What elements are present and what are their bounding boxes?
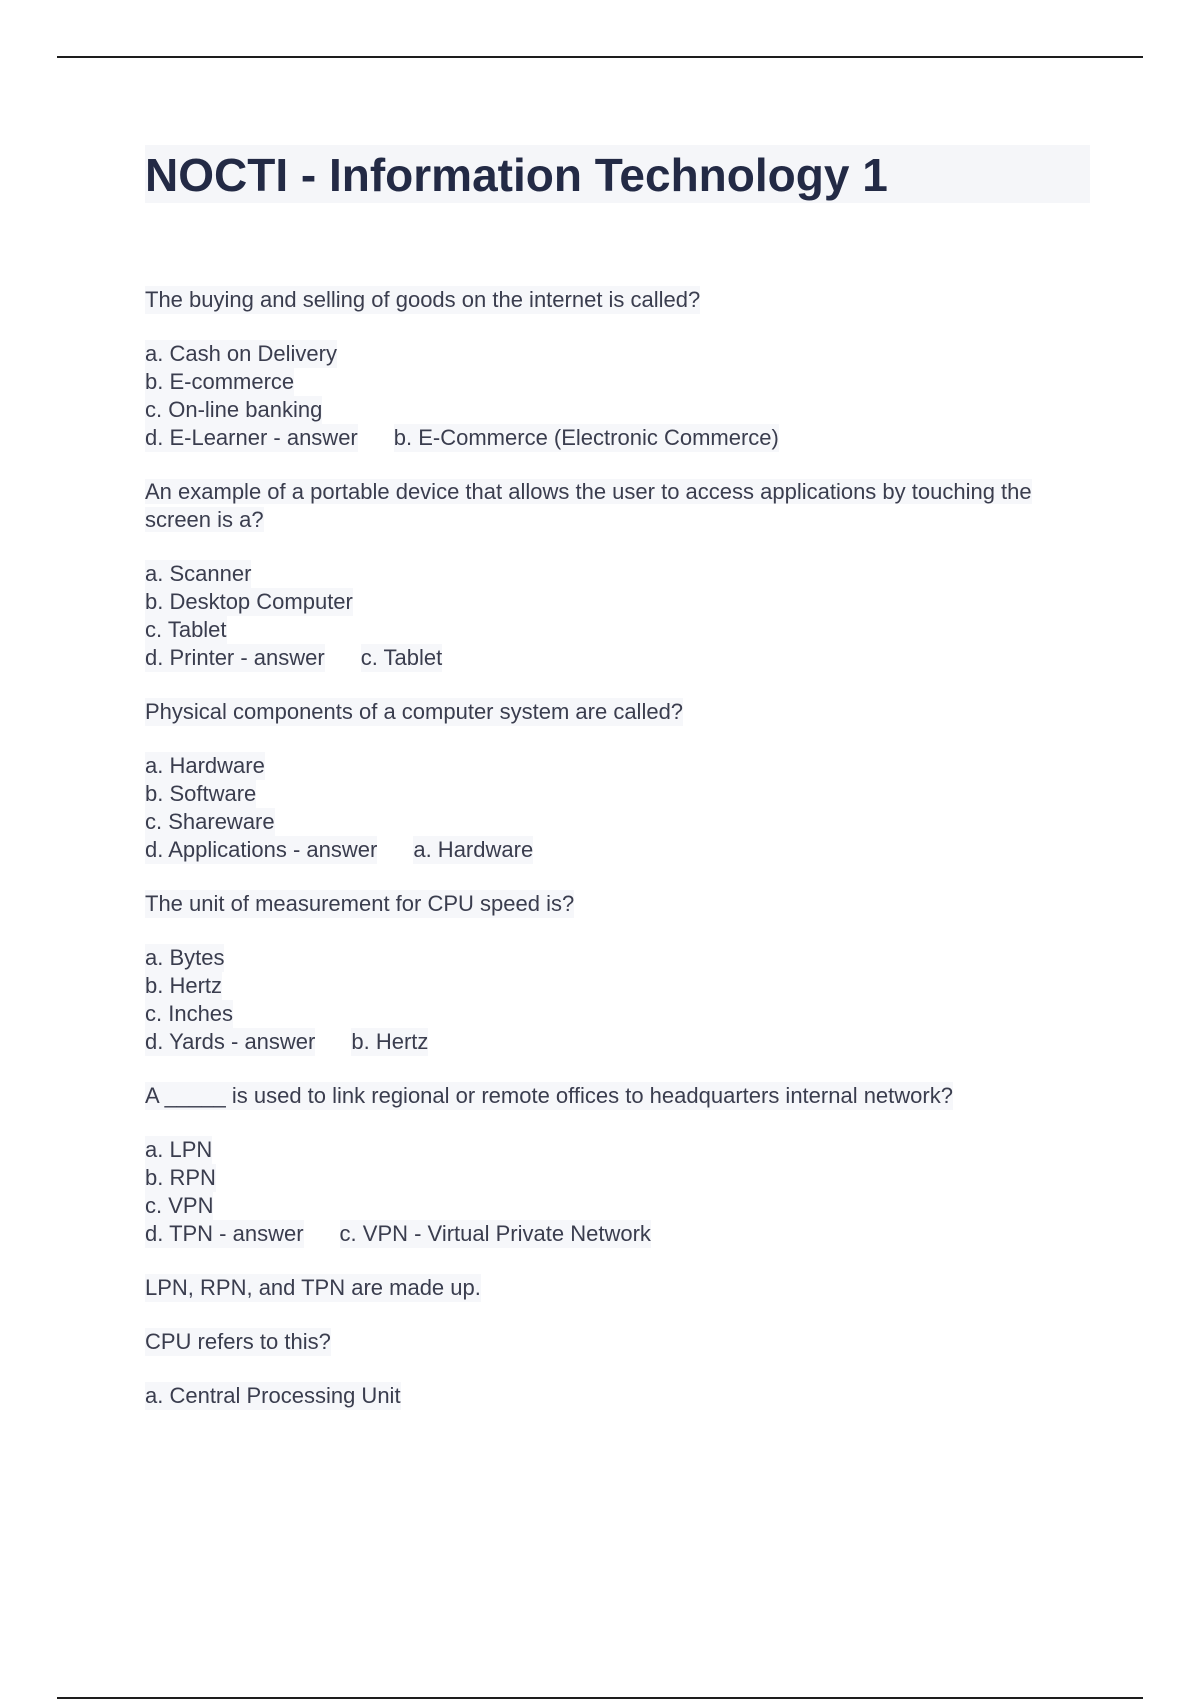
option-a: a. Cash on Delivery bbox=[145, 341, 337, 366]
question-block-2 bbox=[145, 478, 1090, 672]
question-block-6 bbox=[145, 1328, 1090, 1410]
option-d: d. Printer - answer bbox=[145, 645, 325, 670]
question-block-5 bbox=[145, 1082, 1090, 1248]
options-list bbox=[145, 752, 1090, 864]
question-text: CPU refers to this? bbox=[145, 1329, 331, 1354]
option-d: d. E-Learner - answer bbox=[145, 425, 358, 450]
option-b: b. Software bbox=[145, 781, 257, 806]
option-c: c. VPN bbox=[145, 1193, 214, 1218]
option-b: b. E-commerce bbox=[145, 369, 295, 394]
answer-text: b. E-Commerce (Electronic Commerce) bbox=[393, 425, 779, 450]
page-title: NOCTI - Information Technology 1 bbox=[145, 145, 1090, 203]
answer-text: c. Tablet bbox=[360, 645, 443, 670]
note-block bbox=[145, 1274, 1090, 1302]
question-block-1 bbox=[145, 286, 1090, 452]
answer-text: a. Hardware bbox=[413, 837, 534, 862]
options-list bbox=[145, 340, 1090, 452]
option-a: a. Bytes bbox=[145, 945, 225, 970]
option-c: c. Shareware bbox=[145, 809, 275, 834]
question-block-4 bbox=[145, 890, 1090, 1056]
question-text-span: An example of a portable device that allows the user to access applications by touching the screen is a? bbox=[145, 479, 1032, 532]
question-text: A _____ is used to link regional or remote offices to headquarters internal network? bbox=[145, 1083, 953, 1108]
question-block-3 bbox=[145, 698, 1090, 864]
options-list bbox=[145, 560, 1090, 672]
answer-text: c. VPN - Virtual Private Network bbox=[339, 1221, 651, 1246]
question-text: The buying and selling of goods on the internet is called? bbox=[145, 287, 701, 312]
question-text bbox=[145, 478, 1090, 534]
option-b: b. RPN bbox=[145, 1165, 216, 1190]
options-list bbox=[145, 1136, 1090, 1248]
option-d: d. Yards - answer bbox=[145, 1029, 316, 1054]
option-a: a. Scanner bbox=[145, 561, 252, 586]
option-d: d. TPN - answer bbox=[145, 1221, 304, 1246]
note-text: LPN, RPN, and TPN are made up. bbox=[145, 1275, 481, 1300]
top-rule bbox=[57, 56, 1143, 58]
question-text: Physical components of a computer system are called? bbox=[145, 699, 684, 724]
options-list bbox=[145, 944, 1090, 1056]
option-b: b. Hertz bbox=[145, 973, 223, 998]
option-a: a. Hardware bbox=[145, 753, 265, 778]
option-b: b. Desktop Computer bbox=[145, 589, 353, 614]
option-c: c. Inches bbox=[145, 1001, 234, 1026]
question-text: The unit of measurement for CPU speed is? bbox=[145, 891, 575, 916]
answer-text: b. Hertz bbox=[351, 1029, 429, 1054]
option-a: a. Central Processing Unit bbox=[145, 1383, 401, 1408]
document-body bbox=[145, 145, 1090, 1410]
bottom-rule bbox=[57, 1697, 1143, 1699]
options-list bbox=[145, 1382, 1090, 1410]
option-c: c. On-line banking bbox=[145, 397, 323, 422]
option-d: d. Applications - answer bbox=[145, 837, 378, 862]
option-a: a. LPN bbox=[145, 1137, 213, 1162]
option-c: c. Tablet bbox=[145, 617, 227, 642]
